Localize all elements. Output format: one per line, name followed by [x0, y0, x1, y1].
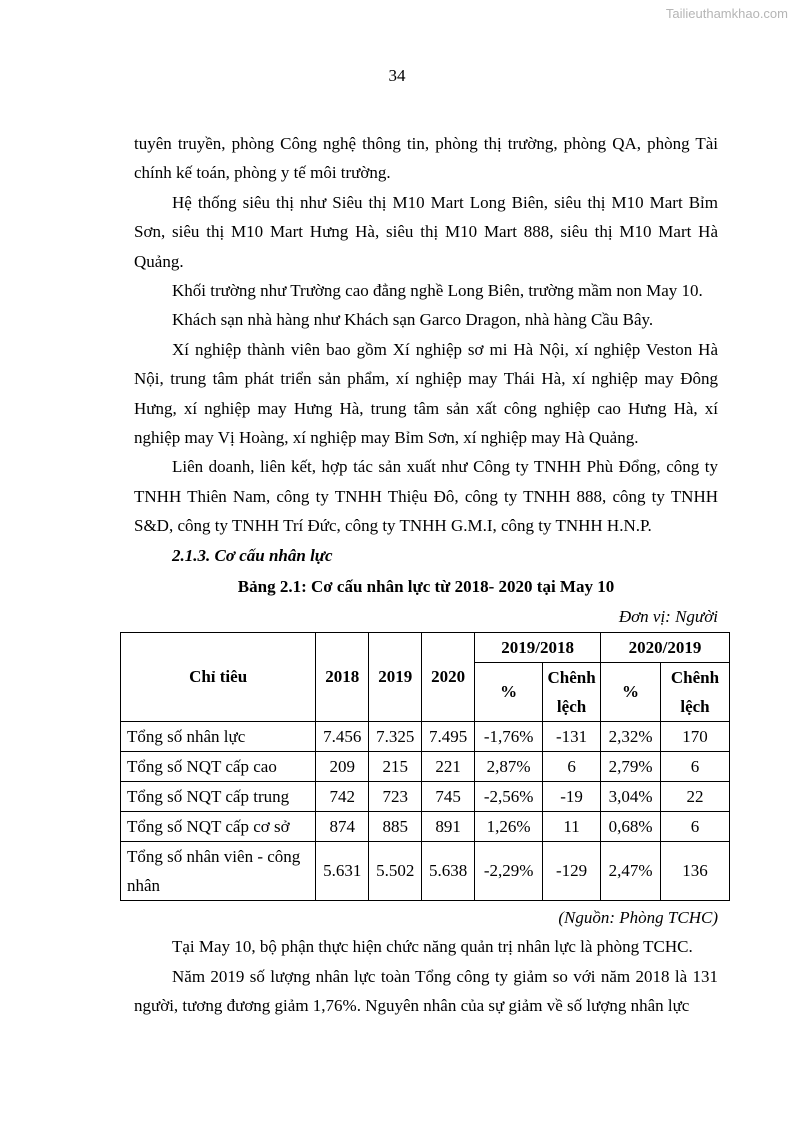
- table-unit: Đơn vị: Người: [618, 606, 718, 626]
- cell-pct-2: 2,79%: [601, 751, 661, 781]
- row-label: Tổng số NQT cấp cao: [121, 751, 316, 781]
- header-indicator: Chỉ tiêu: [121, 632, 316, 721]
- cell-2018: 209: [316, 751, 369, 781]
- table-row: [121, 721, 730, 751]
- cell-2019: 885: [369, 811, 422, 841]
- cell-diff-1: -129: [543, 841, 601, 900]
- cell-pct-2: 2,32%: [601, 721, 661, 751]
- cell-diff-2: 170: [661, 721, 730, 751]
- header-2020: 2020: [422, 632, 475, 721]
- paragraph: Liên doanh, liên kết, hợp tác sản xuất như Công ty TNHH Phù Đổng, công ty TNHH Thiên Nam, công ty TNHH Thiệu Đô, công ty TNHH 888, công ty TNHH S&D, công ty TNHH Trí Đức, công ty TNHH G.M.I, công ty TNHH H.N.P.: [134, 457, 718, 536]
- cell-diff-1: -131: [543, 721, 601, 751]
- row-label: Tổng số NQT cấp cơ sở: [121, 811, 316, 841]
- workforce-table: [120, 632, 730, 901]
- cell-pct-1: -1,76%: [475, 721, 543, 751]
- cell-diff-2: 22: [661, 781, 730, 811]
- table-row: [121, 781, 730, 811]
- cell-2018: 874: [316, 811, 369, 841]
- header-diff-1: Chênh lệch: [543, 662, 601, 721]
- header-2020-2019: 2020/2019: [601, 632, 730, 662]
- document-body: [127, 129, 720, 1021]
- header-2018: 2018: [316, 632, 369, 721]
- watermark: Tailieuthamkhao.com: [665, 6, 788, 21]
- row-label: Tổng số nhân viên - công nhân: [121, 841, 316, 900]
- paragraph: tuyên truyền, phòng Công nghệ thông tin, phòng thị trường, phòng QA, phòng Tài chính kế toán, phòng y tế môi trường.: [134, 134, 718, 183]
- row-label: Tổng số nhân lực: [121, 721, 316, 751]
- cell-2019: 215: [369, 751, 422, 781]
- cell-2018: 7.456: [316, 721, 369, 751]
- cell-2019: 5.502: [369, 841, 422, 900]
- cell-diff-2: 6: [661, 811, 730, 841]
- paragraph: Tại May 10, bộ phận thực hiện chức năng quản trị nhân lực là phòng TCHC.: [172, 937, 693, 957]
- cell-2020: 5.638: [422, 841, 475, 900]
- header-diff-2: Chênh lệch: [661, 662, 730, 721]
- cell-2018: 5.631: [316, 841, 369, 900]
- cell-pct-1: 2,87%: [475, 751, 543, 781]
- table-row: [121, 811, 730, 841]
- cell-2020: 7.495: [422, 721, 475, 751]
- table-title: Bảng 2.1: Cơ cấu nhân lực từ 2018- 2020 tại May 10: [237, 577, 615, 597]
- cell-pct-2: 3,04%: [601, 781, 661, 811]
- cell-diff-2: 6: [661, 751, 730, 781]
- cell-2020: 891: [422, 811, 475, 841]
- cell-pct-2: 0,68%: [601, 811, 661, 841]
- header-2019: 2019: [369, 632, 422, 721]
- cell-2018: 742: [316, 781, 369, 811]
- paragraph: Khách sạn nhà hàng như Khách sạn Garco Dragon, nhà hàng Cầu Bây.: [172, 310, 654, 330]
- cell-diff-1: -19: [543, 781, 601, 811]
- cell-diff-1: 6: [543, 751, 601, 781]
- cell-pct-2: 2,47%: [601, 841, 661, 900]
- table-row: [121, 841, 730, 900]
- header-pct-2: %: [601, 662, 661, 721]
- table-source: (Nguồn: Phòng TCHC): [558, 907, 718, 927]
- cell-pct-1: 1,26%: [475, 811, 543, 841]
- row-label: Tổng số NQT cấp trung: [121, 781, 316, 811]
- cell-2020: 745: [422, 781, 475, 811]
- cell-2019: 7.325: [369, 721, 422, 751]
- paragraph: Xí nghiệp thành viên bao gồm Xí nghiệp sơ mi Hà Nội, xí nghiệp Veston Hà Nội, trung tâm phát triển sản phẩm, xí nghiệp may Thái Hà, xí nghiệp may Đông Hưng, xí nghiệp may Hưng Hà, trung tâm sản xất công nghiệp cao Hưng Hà, xí nghiệp may Vị Hoàng, xí nghiệp may Bỉm Sơn, xí nghiệp may Hà Quảng.: [134, 339, 718, 448]
- paragraph: Khối trường như Trường cao đẳng nghề Long Biên, trường mầm non May 10.: [172, 281, 703, 301]
- header-pct-1: %: [475, 662, 543, 721]
- cell-pct-1: -2,29%: [475, 841, 543, 900]
- section-heading: 2.1.3. Cơ cấu nhân lực: [172, 545, 333, 565]
- page-number: 34: [388, 66, 406, 85]
- cell-pct-1: -2,56%: [475, 781, 543, 811]
- cell-diff-1: 11: [543, 811, 601, 841]
- table-row: [121, 751, 730, 781]
- paragraph: Hệ thống siêu thị như Siêu thị M10 Mart Long Biên, siêu thị M10 Mart Bỉm Sơn, siêu thị M10 Mart Hưng Hà, siêu thị M10 Mart 888, siêu thị M10 Mart Hà Quảng.: [134, 192, 718, 271]
- cell-2020: 221: [422, 751, 475, 781]
- paragraph: Năm 2019 số lượng nhân lực toàn Tổng công ty giảm so với năm 2018 là 131 người, tương đương giảm 1,76%. Nguyên nhân của sự giảm về số lượng nhân lực: [134, 966, 718, 1016]
- cell-2019: 723: [369, 781, 422, 811]
- cell-diff-2: 136: [661, 841, 730, 900]
- header-2019-2018: 2019/2018: [475, 632, 601, 662]
